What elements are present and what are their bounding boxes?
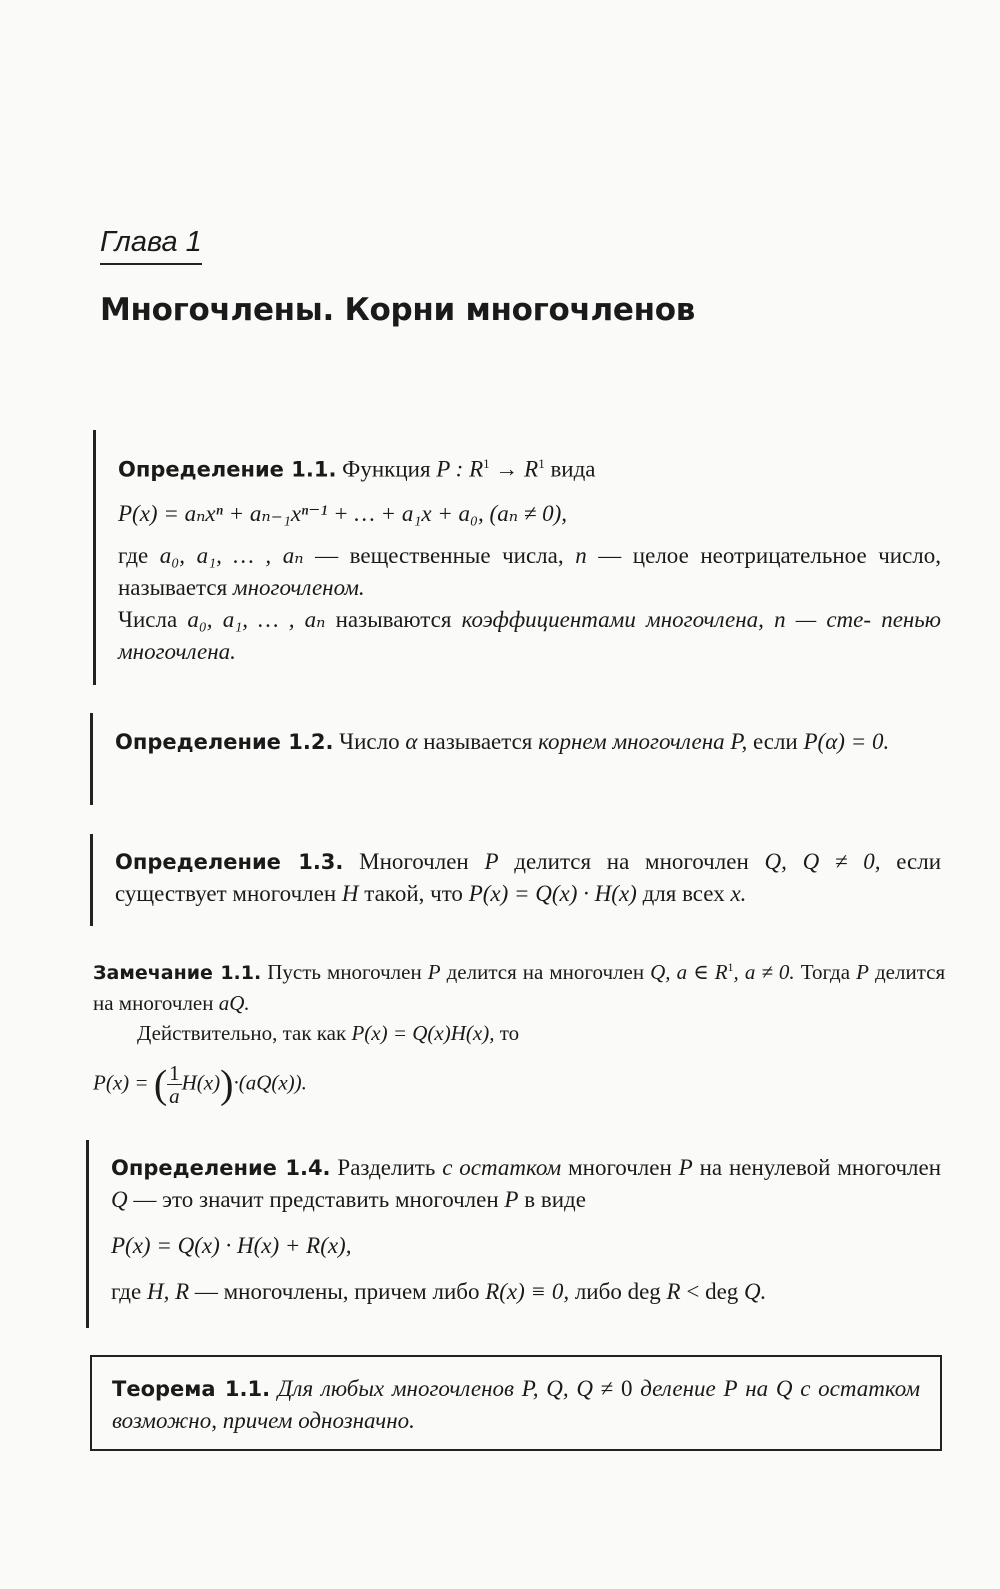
fraction: $\frac{1}{a}$ bbox=[169, 1061, 180, 1108]
definition-1-3: Определение 1.3. Многочлен P делится на многочлен Q, Q ≠ 0, если существует многочлен H такой, что P(x) = Q(x) · H(x) для всех x. bbox=[90, 834, 941, 926]
division-formula: P(x) = Q(x) · H(x) + R(x), bbox=[111, 1233, 352, 1258]
definition-heading: Определение 1.1. bbox=[118, 457, 337, 482]
term-polynomial: многочленом. bbox=[232, 574, 365, 600]
theorem-1-1: Теорема 1.1. Для любых многочленов P, Q, Q ≠ 0 деление P на Q с остатком возможно, причем однозначно. bbox=[90, 1355, 942, 1451]
chapter-title: Многочлены. Корни многочленов bbox=[100, 292, 696, 328]
chapter-label: Глава 1 bbox=[100, 226, 202, 265]
definition-1-4: Определение 1.4. Разделить с остатком многочлен P на ненулевой многочлен Q — это значит представить многочлен P в виде P(x) = Q(x) · H(x) + R(x), где H, R — многочлены, причем либо R(x) ≡ 0, либо deg R < deg Q. bbox=[86, 1140, 941, 1328]
definition-1-2: Определение 1.2. Число α называется корнем многочлена P, если P(α) = 0. bbox=[90, 713, 941, 805]
remark-1-1: Замечание 1.1. Пусть многочлен P делится на многочлен Q, a ∈ $R^1$, a ≠ 0. Тогда P делится на многочлен aQ. Действительно, так как P(x) = Q(x)H(x), то P(x) = ( $\frac{1}{a}$ H(x))·(aQ(x)). bbox=[93, 960, 946, 1108]
polynomial-formula: P(x) = aₙxⁿ + aₙ₋₁xⁿ⁻¹ + … + a₁x + a₀, (aₙ ≠ 0), bbox=[118, 500, 568, 526]
remark-heading: Замечание 1.1. bbox=[93, 962, 262, 984]
definition-heading: Определение 1.3. bbox=[115, 850, 344, 874]
definition-1-1: Определение 1.1. Функция P : $R^1 \to R^1$ вида P(x) = aₙxⁿ + aₙ₋₁xⁿ⁻¹ + … + a₁x + a₀, (aₙ ≠ 0), где a₀, a₁, … , aₙ — вещественные числа, n — целое неотрицательное число, называется многочленом. Числа a₀, a₁, … , aₙ называются коэффициентами многочлена, n — сте- пенью многочлена. bbox=[93, 430, 941, 685]
definition-heading: Определение 1.4. bbox=[111, 1156, 331, 1180]
definition-heading: Определение 1.2. bbox=[115, 730, 334, 754]
theorem-heading: Теорема 1.1. bbox=[112, 1377, 271, 1401]
remark-formula: P(x) = ( $\frac{1}{a}$ H(x))·(aQ(x)). bbox=[93, 1061, 307, 1108]
